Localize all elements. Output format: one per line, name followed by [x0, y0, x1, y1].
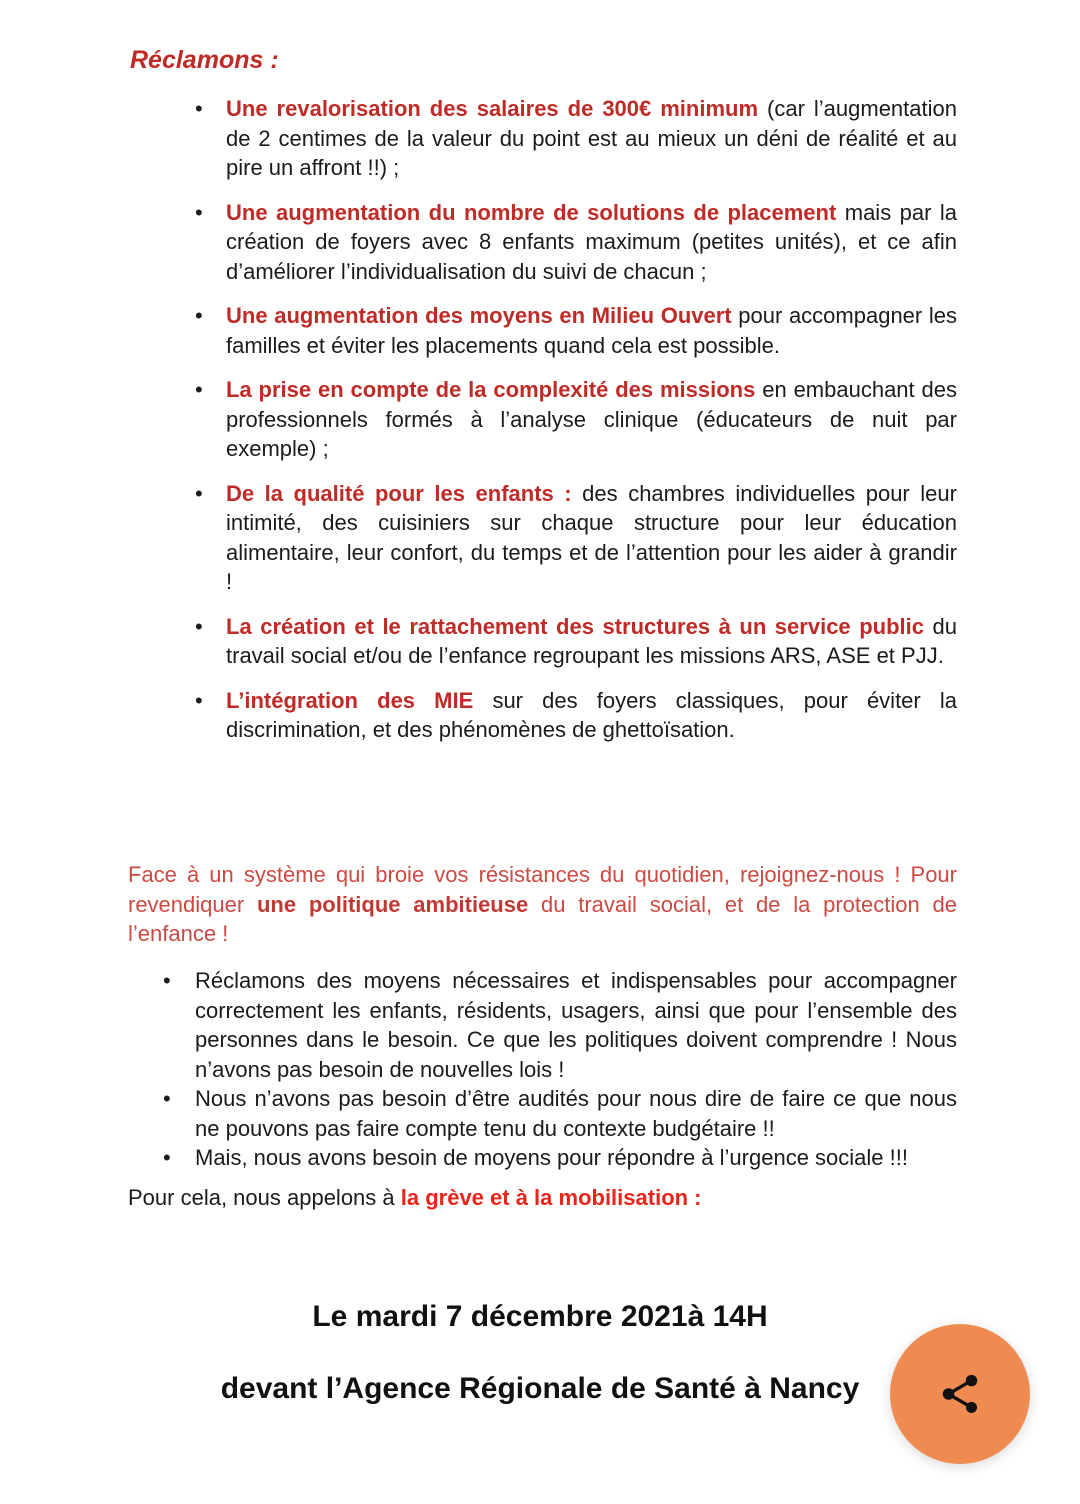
demand-item: [226, 375, 957, 464]
demand-lead: De la qualité pour les enfants :: [226, 480, 572, 506]
appeal-post: du travail social, et de la protection de l’enfance !: [128, 891, 957, 946]
demand-lead: Une augmentation des moyens en Milieu Ouvert: [226, 303, 732, 328]
demand-item: [226, 301, 957, 360]
demand-item: [226, 612, 957, 671]
claims-list: [195, 966, 957, 1173]
demand-lead: La création et le rattachement des structures à un service public: [226, 613, 924, 639]
demand-rest: mais par la création de foyers avec 8 enfants maximum (petites unités), et ce afin d’améliorer l’individualisation du suivi de chacun ;: [226, 199, 957, 284]
demand-rest: du travail social et/ou de l’enfance regroupant les missions ARS, ASE et PJJ.: [226, 613, 957, 668]
demand-rest: en embauchant des professionnels formés à l’analyse clinique (éducateurs de nuit par exemple) ;: [226, 377, 957, 461]
demands-list: [226, 94, 957, 760]
share-button[interactable]: [890, 1324, 1030, 1464]
demand-lead: Une revalorisation des salaires de 300€ minimum: [226, 96, 759, 121]
appeal-pre: Face à un système qui broie vos résistances du quotidien, rejoignez-nous ! Pour revendiquer: [128, 862, 957, 917]
demand-lead: Une augmentation du nombre de solutions de placement: [226, 199, 837, 225]
event-date: Le mardi 7 décembre 2021à 14H: [312, 1300, 768, 1333]
claim-item: • Réclamons des moyens nécessaires et indispensables pour accompagner correctement les enfants, résidents, usagers, ainsi que pour l’ensemble des personnes dans le besoin. Ce que les politiques doivent comprendre ! Nous n’avons pas besoin de nouvelles lois !: [195, 966, 957, 1084]
demand-lead: L’intégration des MIE: [226, 687, 474, 713]
share-icon: [937, 1371, 983, 1417]
demand-rest: sur des foyers classiques, pour éviter la discrimination, et des phénomènes de ghettoïsation.: [226, 687, 958, 742]
demand-rest: des chambres individuelles pour leur intimité, des cuisiniers sur chaque structure pour leur éducation alimentaire, leur confort, du temps et de l’attention pour les aider à grandir !: [226, 480, 957, 594]
demand-item: [226, 479, 957, 597]
appeal-bold: une politique ambitieuse: [256, 891, 529, 917]
demand-item: [226, 686, 957, 745]
demand-item: [226, 198, 957, 287]
event-place: devant l’Agence Régionale de Santé à Nancy: [220, 1372, 860, 1405]
claim-item: • Mais, nous avons besoin de moyens pour répondre à l’urgence sociale !!!: [195, 1143, 957, 1173]
call-pre: Pour cela, nous appelons à: [128, 1185, 401, 1210]
claim-item: • Nous n’avons pas besoin d’être audités pour nous dire de faire ce que nous ne pouvons pas faire compte tenu du contexte budgétaire !!: [195, 1084, 957, 1143]
call-to-action: [128, 1183, 957, 1213]
page-title: Réclamons :: [130, 46, 279, 74]
demand-rest: pour accompagner les familles et éviter les placements quand cela est possible.: [226, 303, 958, 358]
appeal-paragraph: [128, 860, 957, 949]
call-highlight: la grève et à la mobilisation :: [400, 1185, 702, 1210]
demand-rest: (car l’augmentation de 2 centimes de la valeur du point est au mieux un déni de réalité et au pire un affront !!) ;: [226, 96, 957, 180]
demand-lead: La prise en compte de la complexité des missions: [226, 377, 756, 402]
demand-item: [226, 94, 957, 183]
